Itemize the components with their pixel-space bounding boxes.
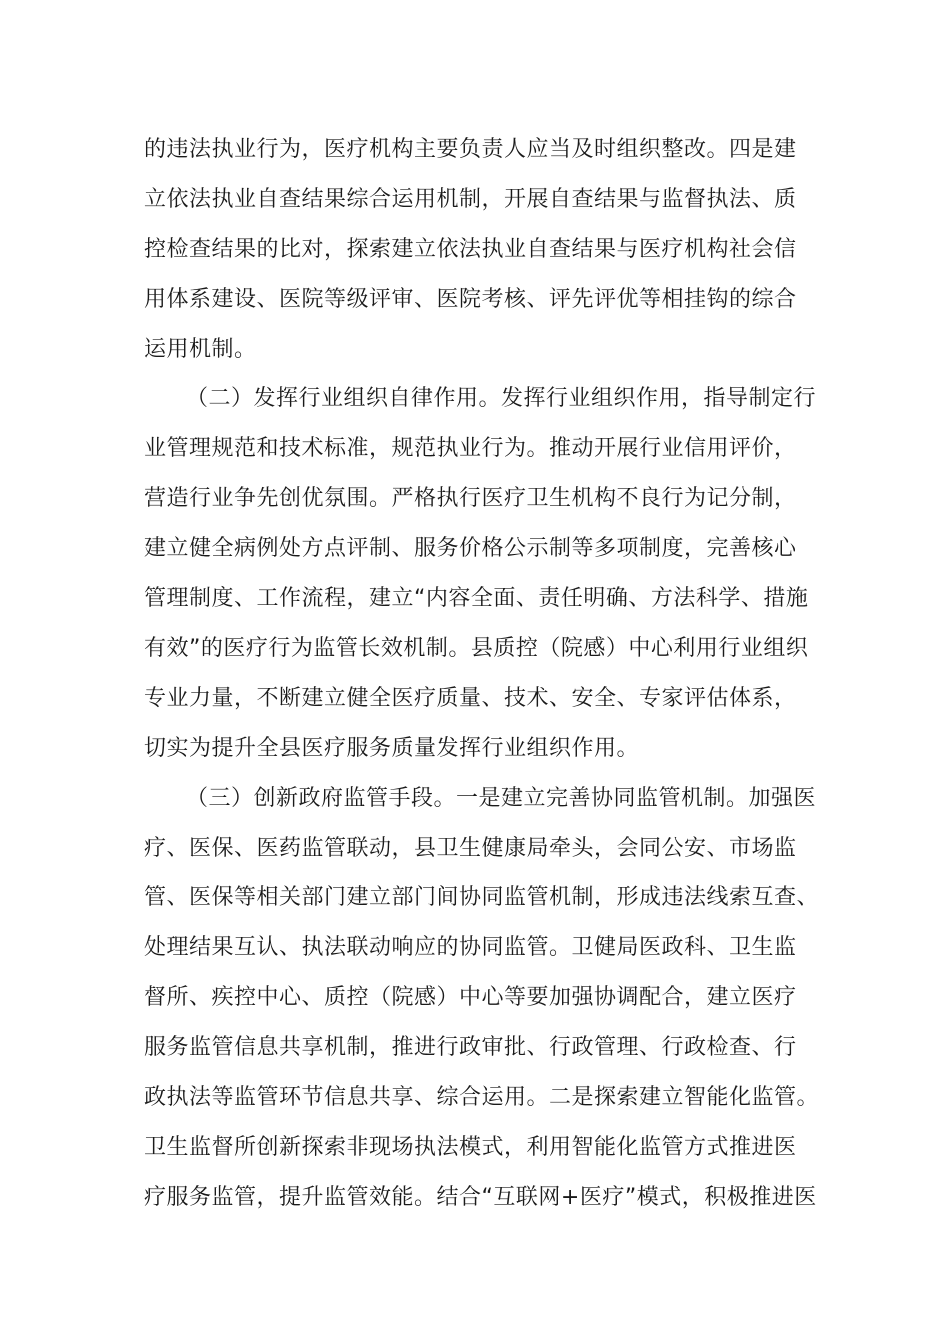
text-line-1: 的违法执业行为，医疗机构主要负责人应当及时组织整改。四是建 — [144, 137, 797, 162]
text-line-3: 控检查结果的比对，探索建立依法执业自查结果与医疗机构社会信 — [144, 237, 797, 262]
text-line-20: 政执法等监管环节信息共享、综合运用。二是探索建立智能化监管。 — [144, 1085, 820, 1110]
text-line-13: 切实为提升全县医疗服务质量发挥行业组织作用。 — [144, 736, 640, 761]
text-line-15: 疗、医保、医药监管联动，县卫生健康局牵头，会同公安、市场监 — [144, 836, 797, 861]
section-heading-2: （二）发挥行业组织自律作用。发挥行业组织作用，指导制定行 — [186, 386, 817, 411]
text-line-9: 建立健全病例处方点评制、服务价格公示制等多项制度，完善核心 — [144, 536, 797, 561]
text-line-8: 营造行业争先创优氛围。严格执行医疗卫生机构不良行为记分制， — [144, 486, 797, 511]
text-line-17: 处理结果互认、执法联动响应的协同监管。卫健局医政科、卫生监 — [144, 935, 797, 960]
text-line-12: 专业力量，不断建立健全医疗质量、技术、安全、专家评估体系， — [144, 686, 797, 711]
text-line-5: 运用机制。 — [144, 337, 257, 362]
text-line-4: 用体系建设、医院等级评审、医院考核、评先评优等相挂钩的综合 — [144, 287, 797, 312]
text-line-7: 业管理规范和技术标准，规范执业行为。推动开展行业信用评价， — [144, 436, 797, 461]
text-line-21: 卫生监督所创新探索非现场执法模式，利用智能化监管方式推进医 — [144, 1135, 797, 1160]
text-line-22: 疗服务监管，提升监管效能。结合“互联网+医疗”模式，积极推进医 — [144, 1185, 817, 1210]
section-heading-3: （三）创新政府监管手段。一是建立完善协同监管机制。加强医 — [186, 786, 817, 811]
text-line-16: 管、医保等相关部门建立部门间协同监管机制，形成违法线索互查、 — [144, 885, 820, 910]
text-line-2: 立依法执业自查结果综合运用机制，开展自查结果与监督执法、质 — [144, 187, 797, 212]
text-line-18: 督所、疾控中心、质控（院感）中心等要加强协调配合，建立医疗 — [144, 985, 797, 1010]
text-line-19: 服务监管信息共享机制，推进行政审批、行政管理、行政检查、行 — [144, 1035, 797, 1060]
text-line-11: 有效”的医疗行为监管长效机制。县质控（院感）中心利用行业组织 — [144, 636, 809, 661]
text-line-10: 管理制度、工作流程，建立“内容全面、责任明确、方法科学、措施 — [144, 586, 809, 611]
